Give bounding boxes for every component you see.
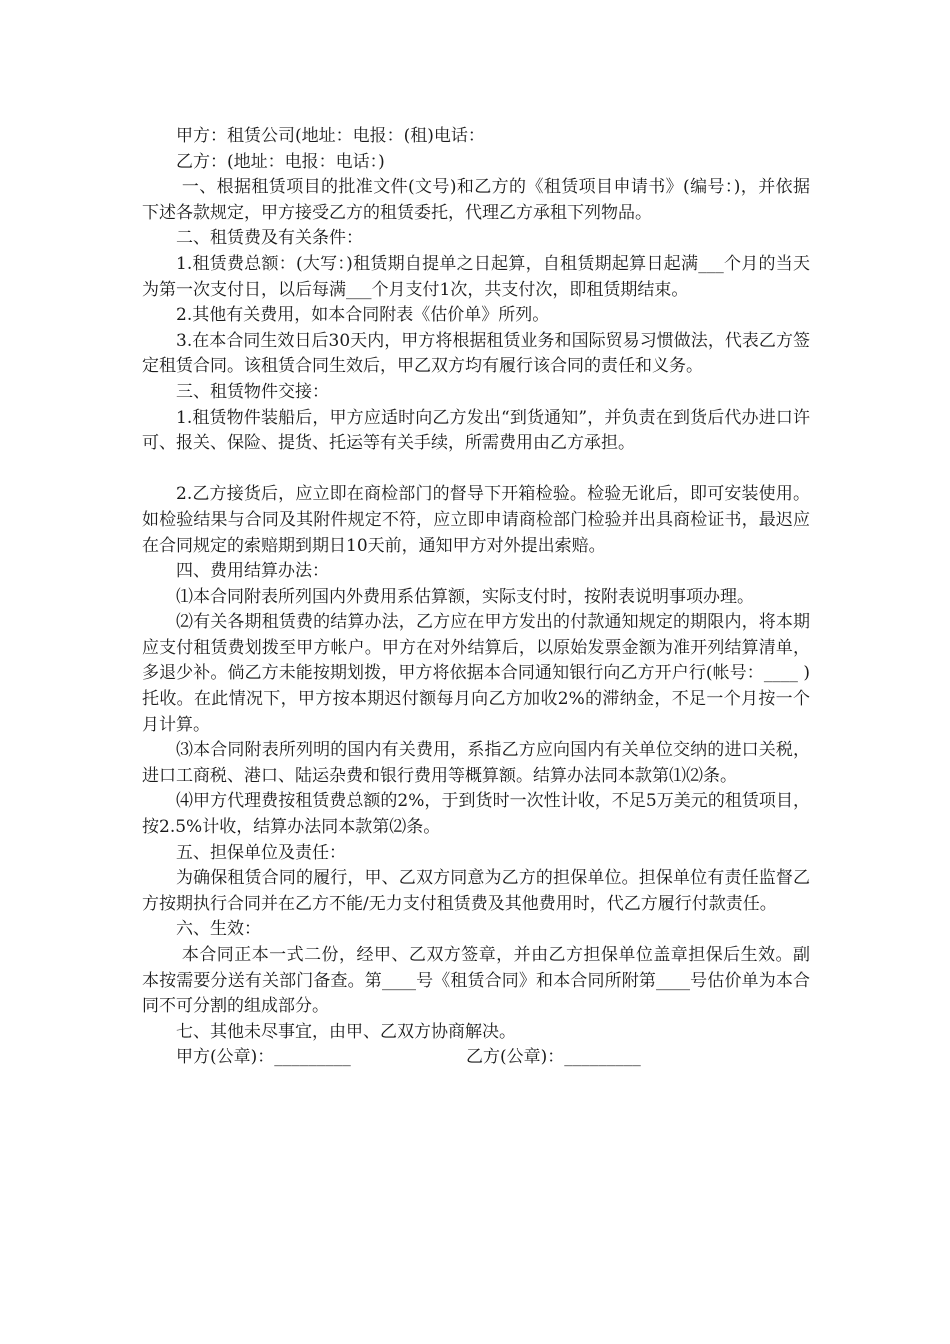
section-4-item-2: ⑵有关各期租赁费的结算办法，乙方应在甲方发出的付款通知规定的期限内，将本期应支付租赁费划拨至甲方帐户。甲方在对外结算后，以原始发票金额为准开列结算清单，多退少补。倘乙方未能按期划拨，甲方将依据本合同通知银行向乙方开户行(帐号：____ )托收。在此情况下，甲方按本期迟付额每月向乙方加收2%的滞纳金，不足一个月按一个月计算。 xyxy=(142,612,810,735)
section-5-heading: 五、担保单位及责任： xyxy=(176,842,346,863)
section-2-heading: 二、租赁费及有关条件： xyxy=(176,228,363,249)
party-a-signature: 甲方(公章)：_________ xyxy=(176,1047,351,1068)
section-2-item-3: 3.在本合同生效日后30天内，甲方将根据租赁业务和国际贸易习惯做法，代表乙方签定租赁合同。该租赁合同生效后，甲乙双方均有履行该合同的责任和义务。 xyxy=(142,330,810,377)
section-5-paragraph: 为确保租赁合同的履行，甲、乙双方同意为乙方的担保单位。担保单位有责任监督乙方按期执行合同并在乙方不能/无力支付租赁费及其他费用时，代乙方履行付款责任。 xyxy=(142,868,810,914)
section-3-item-2: 2.乙方接货后，应立即在商检部门的督导下开箱检验。检验无讹后，即可安装使用。如检验结果与合同及其附件规定不符，应立即申请商检部门检验并出具商检证书，最迟应在合同规定的索赔期到期日10天前，通知甲方对外提出索赔。 xyxy=(142,484,810,556)
section-2-item-2: 2.其他有关费用，如本合同附表《估价单》所列。 xyxy=(176,305,550,326)
party-b-signature: 乙方(公章)：_________ xyxy=(466,1047,641,1068)
section-3-item-1: 1.租赁物件装船后，甲方应适时向乙方发出“到货通知”，并负责在到货后代办进口许可、报关、保险、提货、托运等有关手续，所需费用由乙方承担。 xyxy=(142,407,810,454)
section-4-heading: 四、费用结算办法： xyxy=(176,561,329,582)
section-4-item-4: ⑷甲方代理费按租赁费总额的2%，于到货时一次性计收，不足5万美元的租赁项目，按2.5%计收，结算办法同本款第⑵条。 xyxy=(142,791,810,838)
section-4-item-1: ⑴本合同附表所列国内外费用系估算额，实际支付时，按附表说明事项办理。 xyxy=(176,586,754,607)
party-b-line: 乙方：(地址：电报：电话：) xyxy=(176,151,385,172)
section-6-heading: 六、生效： xyxy=(176,919,261,940)
contract-body xyxy=(142,124,810,1071)
section-2-item-1: 1.租赁费总额：(大写：)租赁期自提单之日起算，自租赁期起算日起满___个月的当天为第一次支付日，以后每满___个月支付1次，共支付次，即租赁期结束。 xyxy=(142,253,810,300)
section-4-item-3: ⑶本合同附表所列明的国内有关费用，系指乙方应向国内有关单位交纳的进口关税，进口工商税、港口、陆运杂费和银行费用等概算额。结算办法同本款第⑴⑵条。 xyxy=(142,740,810,786)
section-3-heading: 三、租赁物件交接： xyxy=(176,381,329,402)
party-a-line: 甲方：租赁公司(地址：电报：(租)电话： xyxy=(176,126,485,146)
signature-row xyxy=(142,1045,810,1071)
section-7-paragraph: 七、其他未尽事宜，由甲、乙双方协商解决。 xyxy=(176,1021,516,1042)
section-6-paragraph: 本合同正本一式二份，经甲、乙双方签章，并由乙方担保单位盖章担保后生效。副本按需要分送有关部门备查。第____号《租赁合同》和本合同所附第____号估价单为本合同不可分割的组成部分。 xyxy=(142,945,811,1017)
clause-1-paragraph: 一、根据租赁项目的批准文件(文号)和乙方的《租赁项目申请书》(编号：)，并依据下述各款规定，甲方接受乙方的租赁委托，代理乙方承租下列物品。 xyxy=(142,177,811,223)
